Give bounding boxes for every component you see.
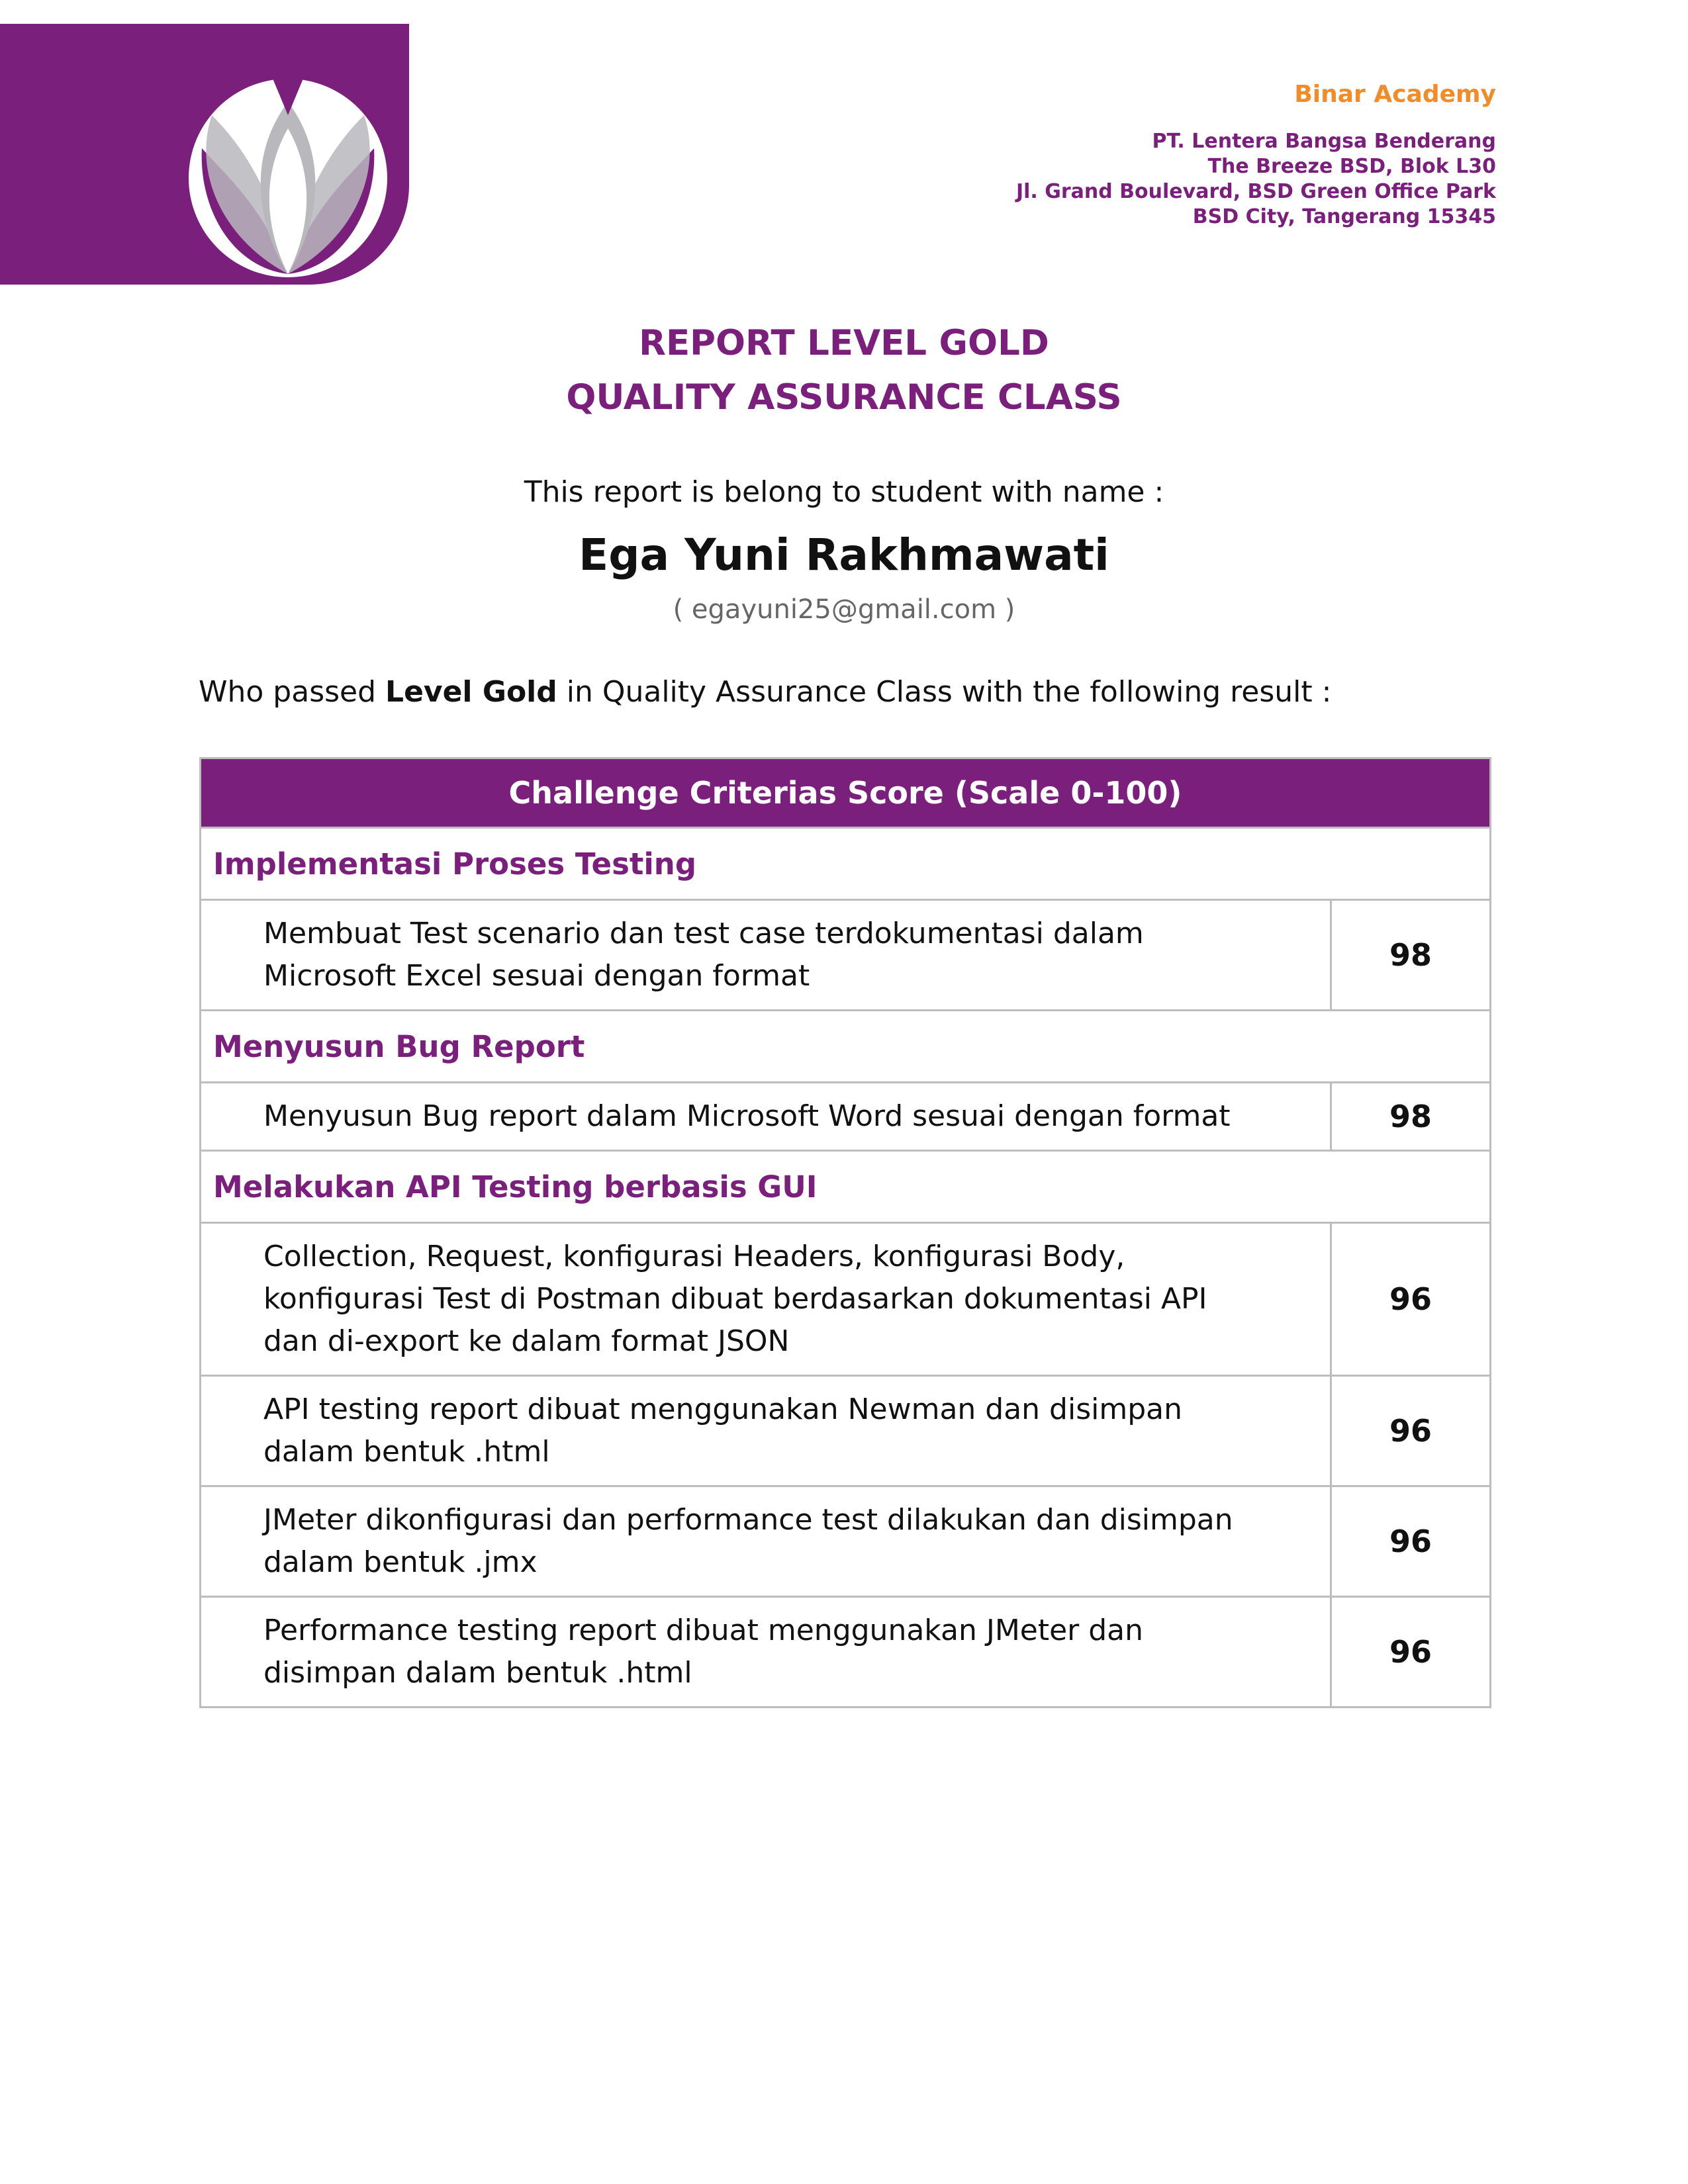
criteria-score: 96	[1331, 1486, 1491, 1597]
section-title: Melakukan API Testing berbasis GUI	[201, 1151, 1491, 1223]
criteria-line: dalam bentuk .jmx	[263, 1545, 538, 1579]
table-row	[201, 1486, 1491, 1597]
address-line: The Breeze BSD, Blok L30	[1207, 155, 1496, 178]
address-line: BSD City, Tangerang 15345	[1192, 205, 1496, 228]
passed-statement	[199, 675, 1331, 709]
criteria-description	[201, 1223, 1331, 1376]
criteria-line: Menyusun Bug report dalam Microsoft Word sesuai dengan format	[263, 1099, 1231, 1133]
address-line: PT. Lentera Bangsa Benderang	[1152, 130, 1496, 153]
table-header: Challenge Criterias Score (Scale 0-100)	[201, 758, 1491, 828]
criteria-score: 98	[1331, 900, 1491, 1011]
criteria-score: 96	[1331, 1376, 1491, 1486]
criteria-description	[201, 1376, 1331, 1486]
criteria-score: 96	[1331, 1597, 1491, 1707]
table-row	[201, 1376, 1491, 1486]
criteria-description	[201, 1597, 1331, 1707]
section-row	[201, 1151, 1491, 1223]
criteria-line: Membuat Test scenario dan test case terdokumentasi dalam	[263, 917, 1144, 950]
criteria-line: JMeter dikonfigurasi dan performance test dilakukan dan disimpan	[263, 1503, 1233, 1537]
table-row	[201, 900, 1491, 1011]
report-title-line2: QUALITY ASSURANCE CLASS	[566, 377, 1122, 418]
criteria-line: konfigurasi Test di Postman dibuat berdasarkan dokumentasi API	[263, 1282, 1207, 1316]
criteria-description	[201, 1083, 1331, 1151]
passed-level: Level Gold	[385, 675, 557, 709]
criteria-line: Collection, Request, konfigurasi Headers, konfigurasi Body,	[263, 1240, 1125, 1273]
report-title-line1: REPORT LEVEL GOLD	[639, 323, 1049, 363]
criteria-score: 98	[1331, 1083, 1491, 1151]
criteria-description	[201, 900, 1331, 1011]
section-row	[201, 1011, 1491, 1083]
binar-lotus-logo-icon	[185, 75, 391, 281]
table-row	[201, 1597, 1491, 1707]
passed-suffix: in Quality Assurance Class with the following result :	[557, 675, 1332, 709]
criteria-line: Microsoft Excel sesuai dengan format	[263, 959, 810, 993]
criteria-line: API testing report dibuat menggunakan Newman dan disimpan	[263, 1392, 1182, 1426]
section-title: Menyusun Bug Report	[201, 1011, 1491, 1083]
criteria-line: disimpan dalam bentuk .html	[263, 1656, 692, 1690]
section-title: Implementasi Proses Testing	[201, 828, 1491, 900]
criteria-line: Performance testing report dibuat menggunakan JMeter dan	[263, 1614, 1144, 1647]
section-row	[201, 828, 1491, 900]
company-info	[1016, 81, 1496, 230]
student-name: Ega Yuni Rakhmawati	[579, 529, 1109, 580]
passed-prefix: Who passed	[199, 675, 386, 709]
student-email: ( egayuni25@gmail.com )	[673, 594, 1015, 625]
address-line: Jl. Grand Boulevard, BSD Green Office Park	[1015, 180, 1496, 203]
score-table	[199, 757, 1491, 1708]
table-header-row	[201, 758, 1491, 828]
logo-block	[0, 24, 409, 285]
criteria-score: 96	[1331, 1223, 1491, 1376]
table-row	[201, 1223, 1491, 1376]
table-row	[201, 1083, 1491, 1151]
company-name: Binar Academy	[1294, 81, 1496, 108]
criteria-line: dalam bentuk .html	[263, 1435, 550, 1469]
criteria-description	[201, 1486, 1331, 1597]
belong-text: This report is belong to student with name :	[524, 475, 1164, 509]
criteria-line: dan di-export ke dalam format JSON	[263, 1324, 790, 1358]
